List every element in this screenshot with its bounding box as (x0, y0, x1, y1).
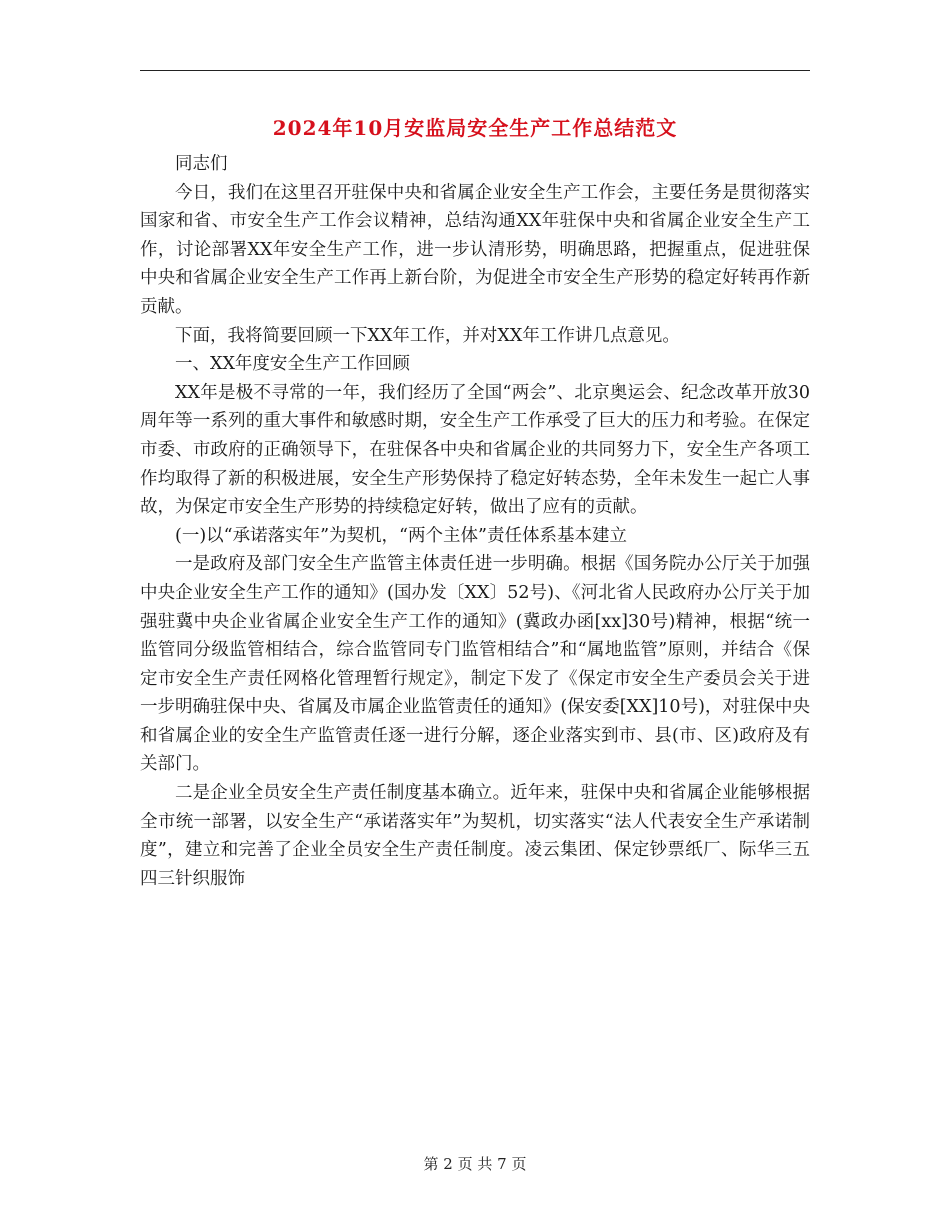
subsection-heading: (一)以“承诺落实年”为契机，“两个主体”责任体系基本建立 (175, 525, 627, 546)
paragraph-salutation: 同志们 (175, 154, 228, 174)
document-title: 2024年10月安监局安全生产工作总结范文 (272, 116, 678, 140)
page-number-footer: 第 2 页 共 7 页 (423, 1155, 527, 1173)
paragraph-review: XX年是极不寻常的一年，我们经历了全国“两会”、北京奥运会、纪念改革开放30周年等一系列的重大事件和敏感时期，安全生产工作承受了巨大的压力和考验。在保定市委、市政府的正确领导下，在驻保各中央和省属企业的共同努力下，安全生产各项工作均取得了新的积极进展，安全生产形势保持了稳定好转态势，全年未发生一起亡人事故，为保定市安全生产形势的持续稳定好转，做出了应有的贡献。 (140, 382, 810, 518)
paragraph-point-two: 二是企业全员安全生产责任制度基本确立。近年来，驻保中央和省属企业能够根据全市统一部署，以安全生产“承诺落实年”为契机，切实落实“法人代表安全生产承诺制度”，建立和完善了企业全员安全生产责任制度。凌云集团、保定钞票纸厂、际华三五四三针织服饰 (140, 783, 810, 889)
paragraph-point-one: 一是政府及部门安全生产监管主体责任进一步明确。根据《国务院办公厅关于加强中央企业安全生产工作的通知》(国办发〔XX〕52号)、《河北省人民政府办公厅关于加强驻冀中央企业省属企业安全生产工作的通知》(冀政办函[xx]30号)精神，根据“统一监管同分级监管相结合，综合监管同专门监管相结合”和“属地监管”原则，并结合《保定市安全生产责任网格化管理暂行规定》，制定下发了《保定市安全生产委员会关于进一步明确驻保中央、省属及市属企业监管责任的通知》(保安委[XX]10号)，对驻保中央和省属企业的安全生产监管责任逐一进行分解，逐企业落实到市、县(市、区)政府及有关部门。 (140, 554, 810, 775)
document-body (140, 150, 810, 893)
paragraph-intro: 今日，我们在这里召开驻保中央和省属企业安全生产工作会，主要任务是贯彻落实国家和省、市安全生产工作会议精神，总结沟通XX年驻保中央和省属企业安全生产工作，讨论部署XX年安全生产工作，进一步认清形势，明确思路，把握重点，促进驻保中央和省属企业安全生产工作再上新台阶，为促进全市安全生产形势的稳定好转再作新贡献。 (140, 182, 810, 317)
section-heading: 一、XX年度安全生产工作回顾 (175, 354, 410, 375)
paragraph-outline: 下面，我将简要回顾一下XX年工作，并对XX年工作讲几点意见。 (175, 325, 680, 346)
header-rule (140, 70, 810, 71)
